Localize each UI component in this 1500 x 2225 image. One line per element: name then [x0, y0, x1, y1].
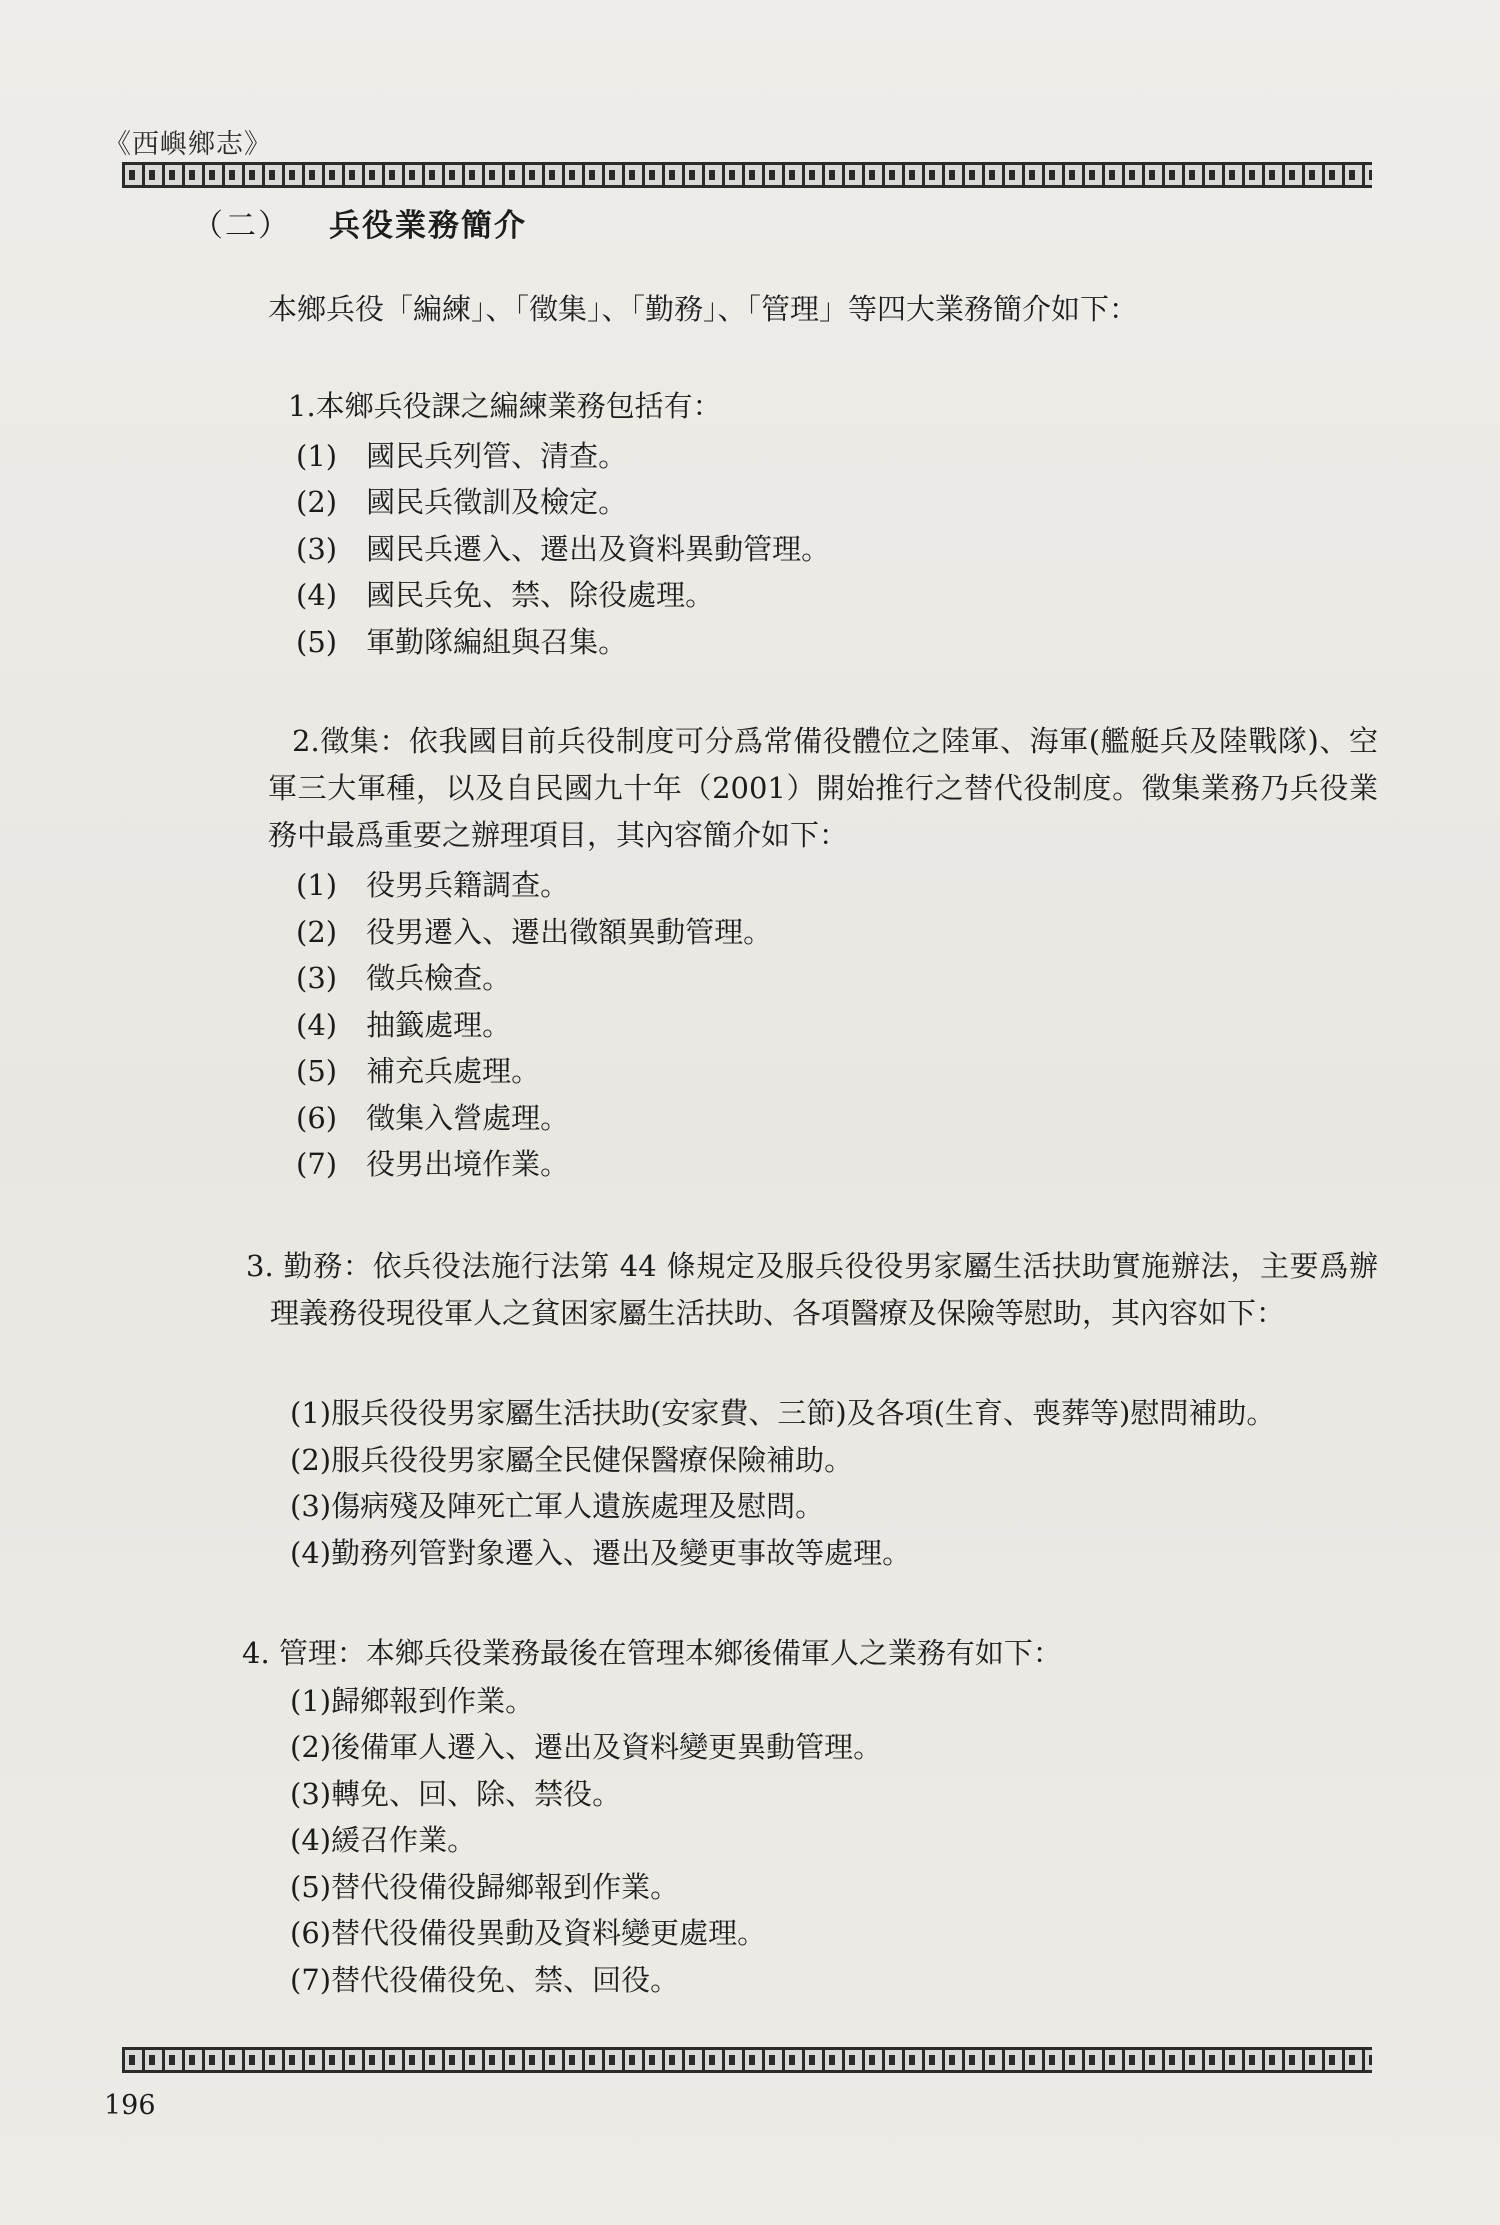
list-item: (4) 抽籤處理。	[296, 1008, 512, 1042]
list-item: (2)後備軍人遷入、遷出及資料變更異動管理。	[290, 1730, 883, 1764]
list-item: (7) 役男出境作業。	[296, 1147, 570, 1181]
list-item: (4)勤務列管對象遷入、遷出及變更事故等處理。	[290, 1536, 912, 1570]
list-item: (6) 徵集入營處理。	[296, 1101, 570, 1135]
list-item: (3)轉免、回、除、禁役。	[290, 1777, 622, 1811]
list-item: (2)服兵役役男家屬全民健保醫療保險補助。	[290, 1443, 854, 1477]
list-item: (1)歸鄉報到作業。	[290, 1684, 535, 1718]
page-number: 196	[104, 2090, 156, 2121]
list-item: (2) 國民兵徵訓及檢定。	[296, 485, 628, 519]
section-title: 兵役業務簡介	[329, 208, 527, 244]
section-heading	[192, 200, 527, 245]
section-number: （二）	[192, 208, 291, 244]
list-item: (5) 補充兵處理。	[296, 1054, 541, 1088]
management-heading: 4. 管理：本鄉兵役業務最後在管理本鄉後備軍人之業務有如下：	[242, 1636, 1062, 1670]
list-item: (7)替代役備役免、禁、回役。	[290, 1963, 680, 1997]
list-item: (6)替代役備役異動及資料變更處理。	[290, 1916, 767, 1950]
conscription-paragraph: 2.徵集：依我國目前兵役制度可分爲常備役體位之陸軍、海軍(艦艇兵及陸戰隊)、空軍三大軍種，以及自民國九十年（2001）開始推行之替代役制度。徵集業務乃兵役業務中最爲重要之辦理項目，其內容簡介如下：	[268, 724, 1378, 852]
list-item: (3) 徵兵檢查。	[296, 961, 512, 995]
running-title: 《西嶼鄉志》	[104, 129, 272, 160]
list-item: (1) 役男兵籍調查。	[296, 868, 570, 902]
list-item: (5)替代役備役歸鄉報到作業。	[290, 1870, 680, 1904]
intro-paragraph: 本鄉兵役「編練」、「徵集」、「勤務」、「管理」等四大業務簡介如下：	[268, 292, 1139, 326]
decorative-border-top	[122, 162, 1372, 188]
service-paragraph	[246, 1243, 1378, 1337]
list-item: (1) 國民兵列管、清查。	[296, 439, 628, 473]
training-heading: 1.本鄉兵役課之編練業務包括有：	[288, 389, 722, 423]
list-item: (4) 國民兵免、禁、除役處理。	[296, 578, 715, 612]
list-item: (2) 役男遷入、遷出徵額異動管理。	[296, 915, 773, 949]
list-item: (5) 軍勤隊編組與召集。	[296, 625, 628, 659]
list-item: (1)服兵役役男家屬生活扶助(安家費、三節)及各項(生育、喪葬等)慰問補助。	[290, 1396, 1276, 1430]
list-item: (3) 國民兵遷入、遷出及資料異動管理。	[296, 532, 831, 566]
decorative-border-bottom	[122, 2047, 1372, 2073]
list-item: (3)傷病殘及陣死亡軍人遺族處理及慰問。	[290, 1489, 825, 1523]
list-item: (4)緩召作業。	[290, 1823, 477, 1857]
service-paragraph-text: 3. 勤務：依兵役法施行法第 44 條規定及服兵役役男家屬生活扶助實施辦法，主要爲辦理義務役現役軍人之貧困家屬生活扶助、各項醫療及保險等慰助，其內容如下：	[246, 1249, 1378, 1330]
